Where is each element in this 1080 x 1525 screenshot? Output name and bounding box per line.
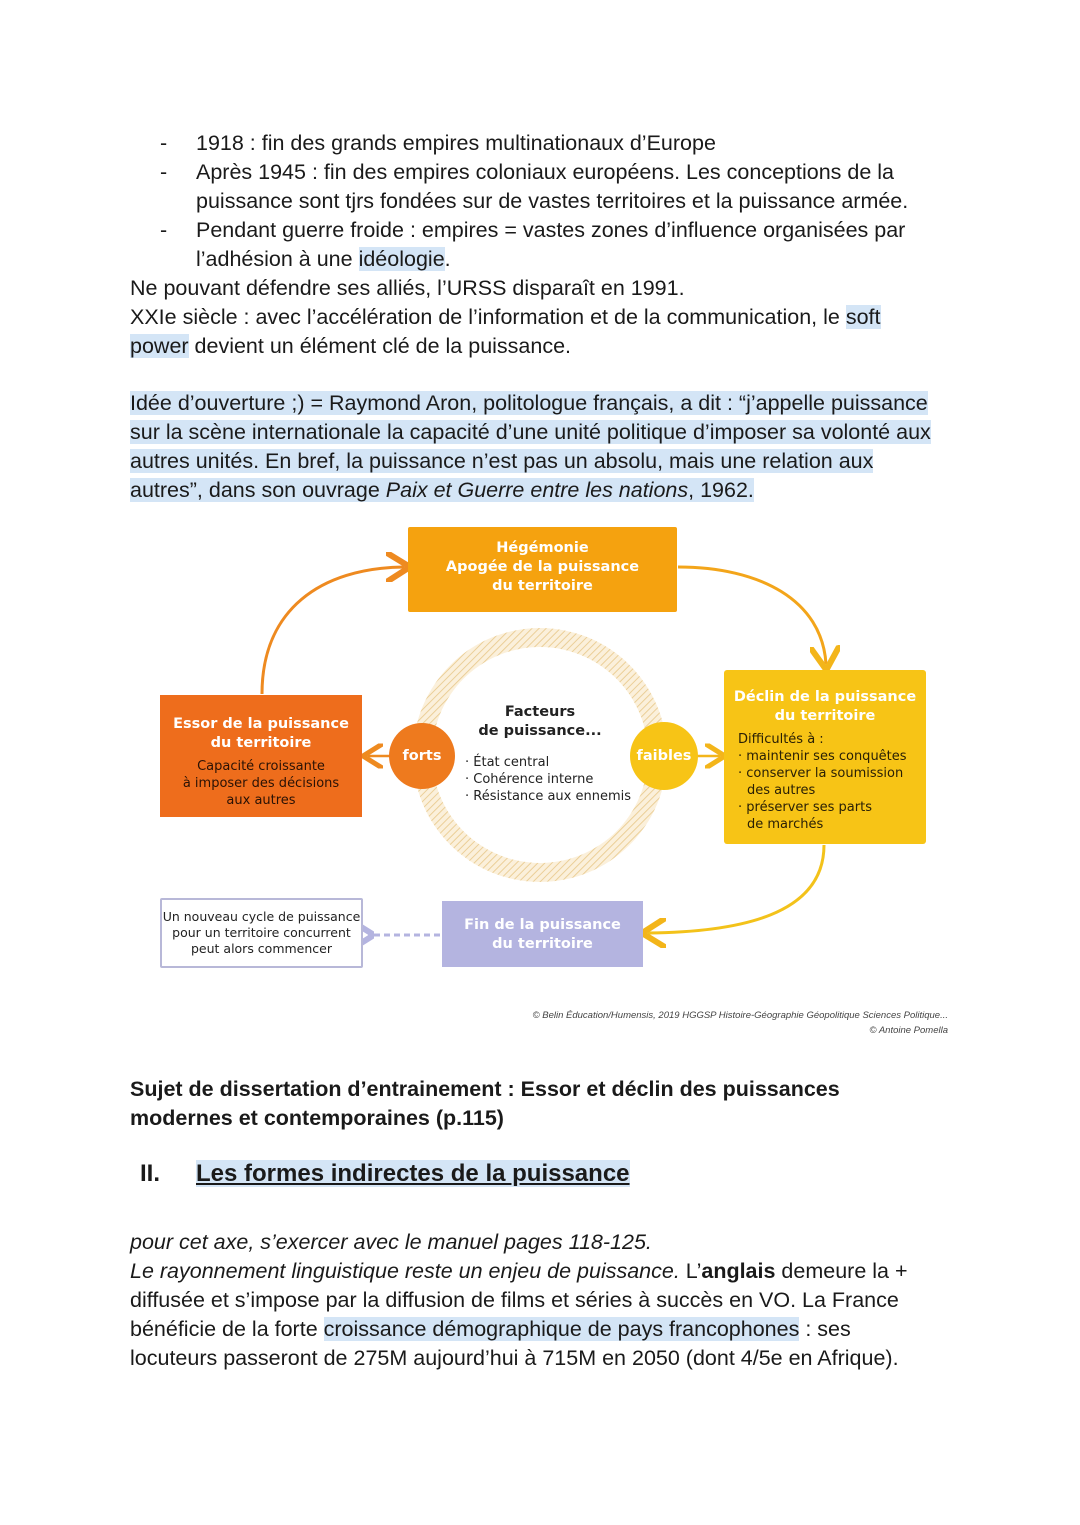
final-line-1: pour cet axe, s’exercer avec le manuel pages 118-125. [130,1230,652,1254]
highlight-ideologie: idéologie [358,247,445,271]
fin-box: Fin de la puissance du territoire [442,901,643,967]
facteurs-list: · État central · Cohérence interne · Résistance aux ennemis [465,755,632,804]
essor-box: Essor de la puissance du territoire Capacité croissante à imposer des décisions aux autres [160,695,362,817]
highlight-croissance: croissance démographique de pays francophones [323,1317,800,1341]
quote-line-1: Idée d’ouverture ;) = Raymond Aron, politologue français, a dit : “j’appelle puissance [130,391,928,415]
paragraph-urss: Ne pouvant défendre ses alliés, l’URSS disparaît en 1991. [130,276,685,300]
paragraph-xxie-line1: XXIe siècle : avec l’accélération de l’information et de la communication, le soft [130,305,881,329]
bullet-dash: - [160,160,168,184]
section-number: II. [140,1160,161,1187]
bullet-dash: - [160,218,168,242]
facteurs-title: Facteurs de puissance... [478,704,602,739]
sujet-line-2: modernes et contemporaines (p.115) [130,1106,504,1130]
highlight-soft: soft [845,305,881,329]
section-title: Les formes indirectes de la puissance [196,1160,630,1187]
faibles-label: faibles [636,748,692,764]
bullet-dash: - [160,131,168,155]
quote-line-2: sur la scène internationale la capacité d’une unité politique d’imposer sa volonté aux [130,420,931,444]
paragraph-xxie-line2: power devient un élément clé de la puissance. [130,334,572,358]
arrow-to-declin [678,567,826,664]
final-line-5: locuteurs passeront de 275M aujourd’hui à 715M en 2050 (dont 4/5e en Afrique). [130,1346,899,1370]
final-line-3: diffusée et s’impose par la diffusion de films et séries à succès en VO. La France [130,1288,899,1312]
sujet-line-1: Sujet de dissertation d’entrainement : Essor et déclin des puissances [130,1077,840,1101]
forts-label: forts [402,748,442,764]
image-credit-author: © Antoine Pomella [869,1025,948,1036]
arrow-to-fin [648,845,824,933]
bullet-3-line2: l’adhésion à une idéologie. [196,247,451,271]
bullet-2-line2: puissance sont tjrs fondées sur de vastes territoires et la puissance armée. [196,189,909,213]
hegemonie-box: Hégémonie Apogée de la puissance du territoire [408,527,677,612]
bullet-3-line1: Pendant guerre froide : empires = vastes zones d’influence organisées par [196,218,906,242]
highlight-power: power [130,334,189,358]
final-line-4: bénéficie de la forte croissance démographique de pays francophones : ses [130,1317,851,1341]
final-line-2: Le rayonnement linguistique reste un enjeu de puissance. L’anglais demeure la + [130,1259,908,1283]
quote-line-3: autres unités. En bref, la puissance n’est pas un absolu, mais une relation aux [130,449,874,473]
arrow-to-hegemonie [262,567,404,694]
quote-line-4: autres”, dans son ouvrage Paix et Guerre entre les nations, 1962. [130,478,754,502]
bullet-1: 1918 : fin des grands empires multinationaux d’Europe [196,131,716,155]
bullet-2-line1: Après 1945 : fin des empires coloniaux européens. Les conceptions de la [196,160,894,184]
image-credit: © Belin Éducation/Humensis, 2019 HGGSP Histoire-Géographie Géopolitique Sciences Politique... [532,1010,948,1021]
nouveau-cycle-box: Un nouveau cycle de puissance pour un territoire concurrent peut alors commencer [160,898,363,968]
declin-box: Déclin de la puissance du territoire Difficultés à : · maintenir ses conquêtes · conserver la soumission des autres · préserver ses parts de marchés [724,670,926,844]
